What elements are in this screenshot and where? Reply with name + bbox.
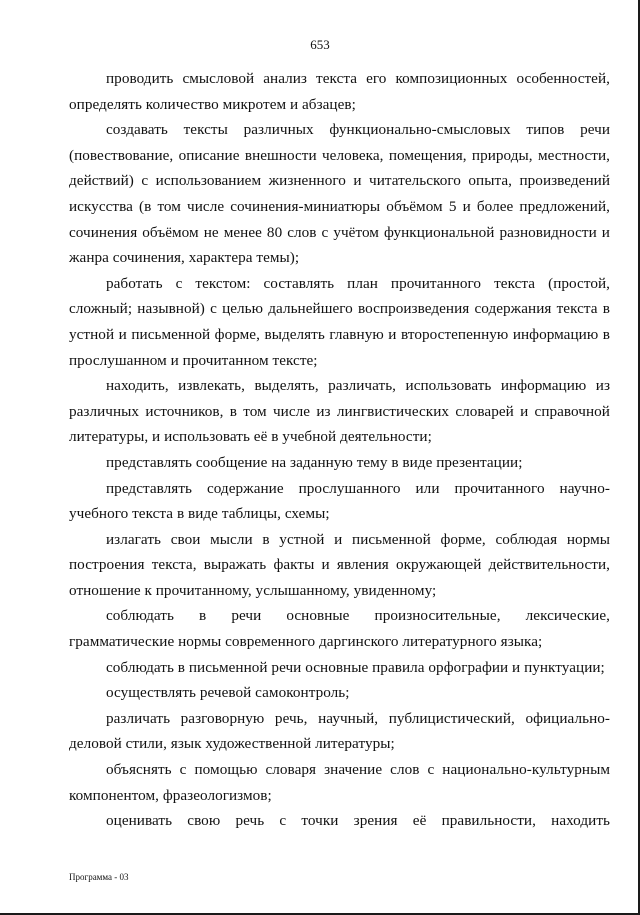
paragraph: представлять сообщение на заданную тему в виде презентации; xyxy=(106,453,523,471)
paragraph: представлять содержание прослушанного или прочитанного научно-учебного текста в виде таблицы, схемы; xyxy=(69,479,610,523)
paragraph: соблюдать в речи основные произносительные, лексические, грамматические нормы современного даргинского литературного языка; xyxy=(69,607,610,651)
paragraph: соблюдать в письменной речи основные правила орфографии и пунктуации; xyxy=(106,658,605,676)
paragraph: проводить смысловой анализ текста его композиционных особенностей, определять количество микротем и абзацев; xyxy=(69,70,610,113)
paragraph: различать разговорную речь, научный, публицистический, официально-деловой стили, язык художественной литературы; xyxy=(69,709,610,753)
footer-label: Программа - 03 xyxy=(69,872,129,882)
paragraph: создавать тексты различных функционально-смысловых типов речи (повествование, описание внешности человека, помещения, природы, местности, действий) с использованием жизненного и читательского опыта, произведений искусства (в том числе сочинения-миниатюры объёмом 5 и более предложений, сочинения объёмом не менее 80 слов с учётом функциональной разновидности и жанра сочинения, характера темы); xyxy=(69,121,610,267)
body-text xyxy=(69,66,610,834)
paragraph: находить, извлекать, выделять, различать, использовать информацию из различных источников, в том числе из лингвистических словарей и справочной литературы, и использовать её в учебной деятельности; xyxy=(69,377,610,446)
page-number: 653 xyxy=(310,37,330,52)
paragraph: работать с текстом: составлять план прочитанного текста (простой, сложный; назывной) с целью дальнейшего воспроизведения содержания текста в устной и письменной форме, выделять главную и второстепенную информацию в прослушанном и прочитанном тексте; xyxy=(69,274,610,369)
paragraph: излагать свои мысли в устной и письменной форме, соблюдая нормы построения текста, выражать факты и явления окружающей действительности, отношение к прочитанному, услышанному, увиденному; xyxy=(69,530,610,599)
paragraph: осуществлять речевой самоконтроль; xyxy=(106,684,350,702)
paragraph: оценивать свою речь с точки зрения её правильности, находить xyxy=(106,812,610,830)
paragraph: объяснять с помощью словаря значение слов с национально-культурным компонентом, фразеологизмов; xyxy=(69,761,610,804)
